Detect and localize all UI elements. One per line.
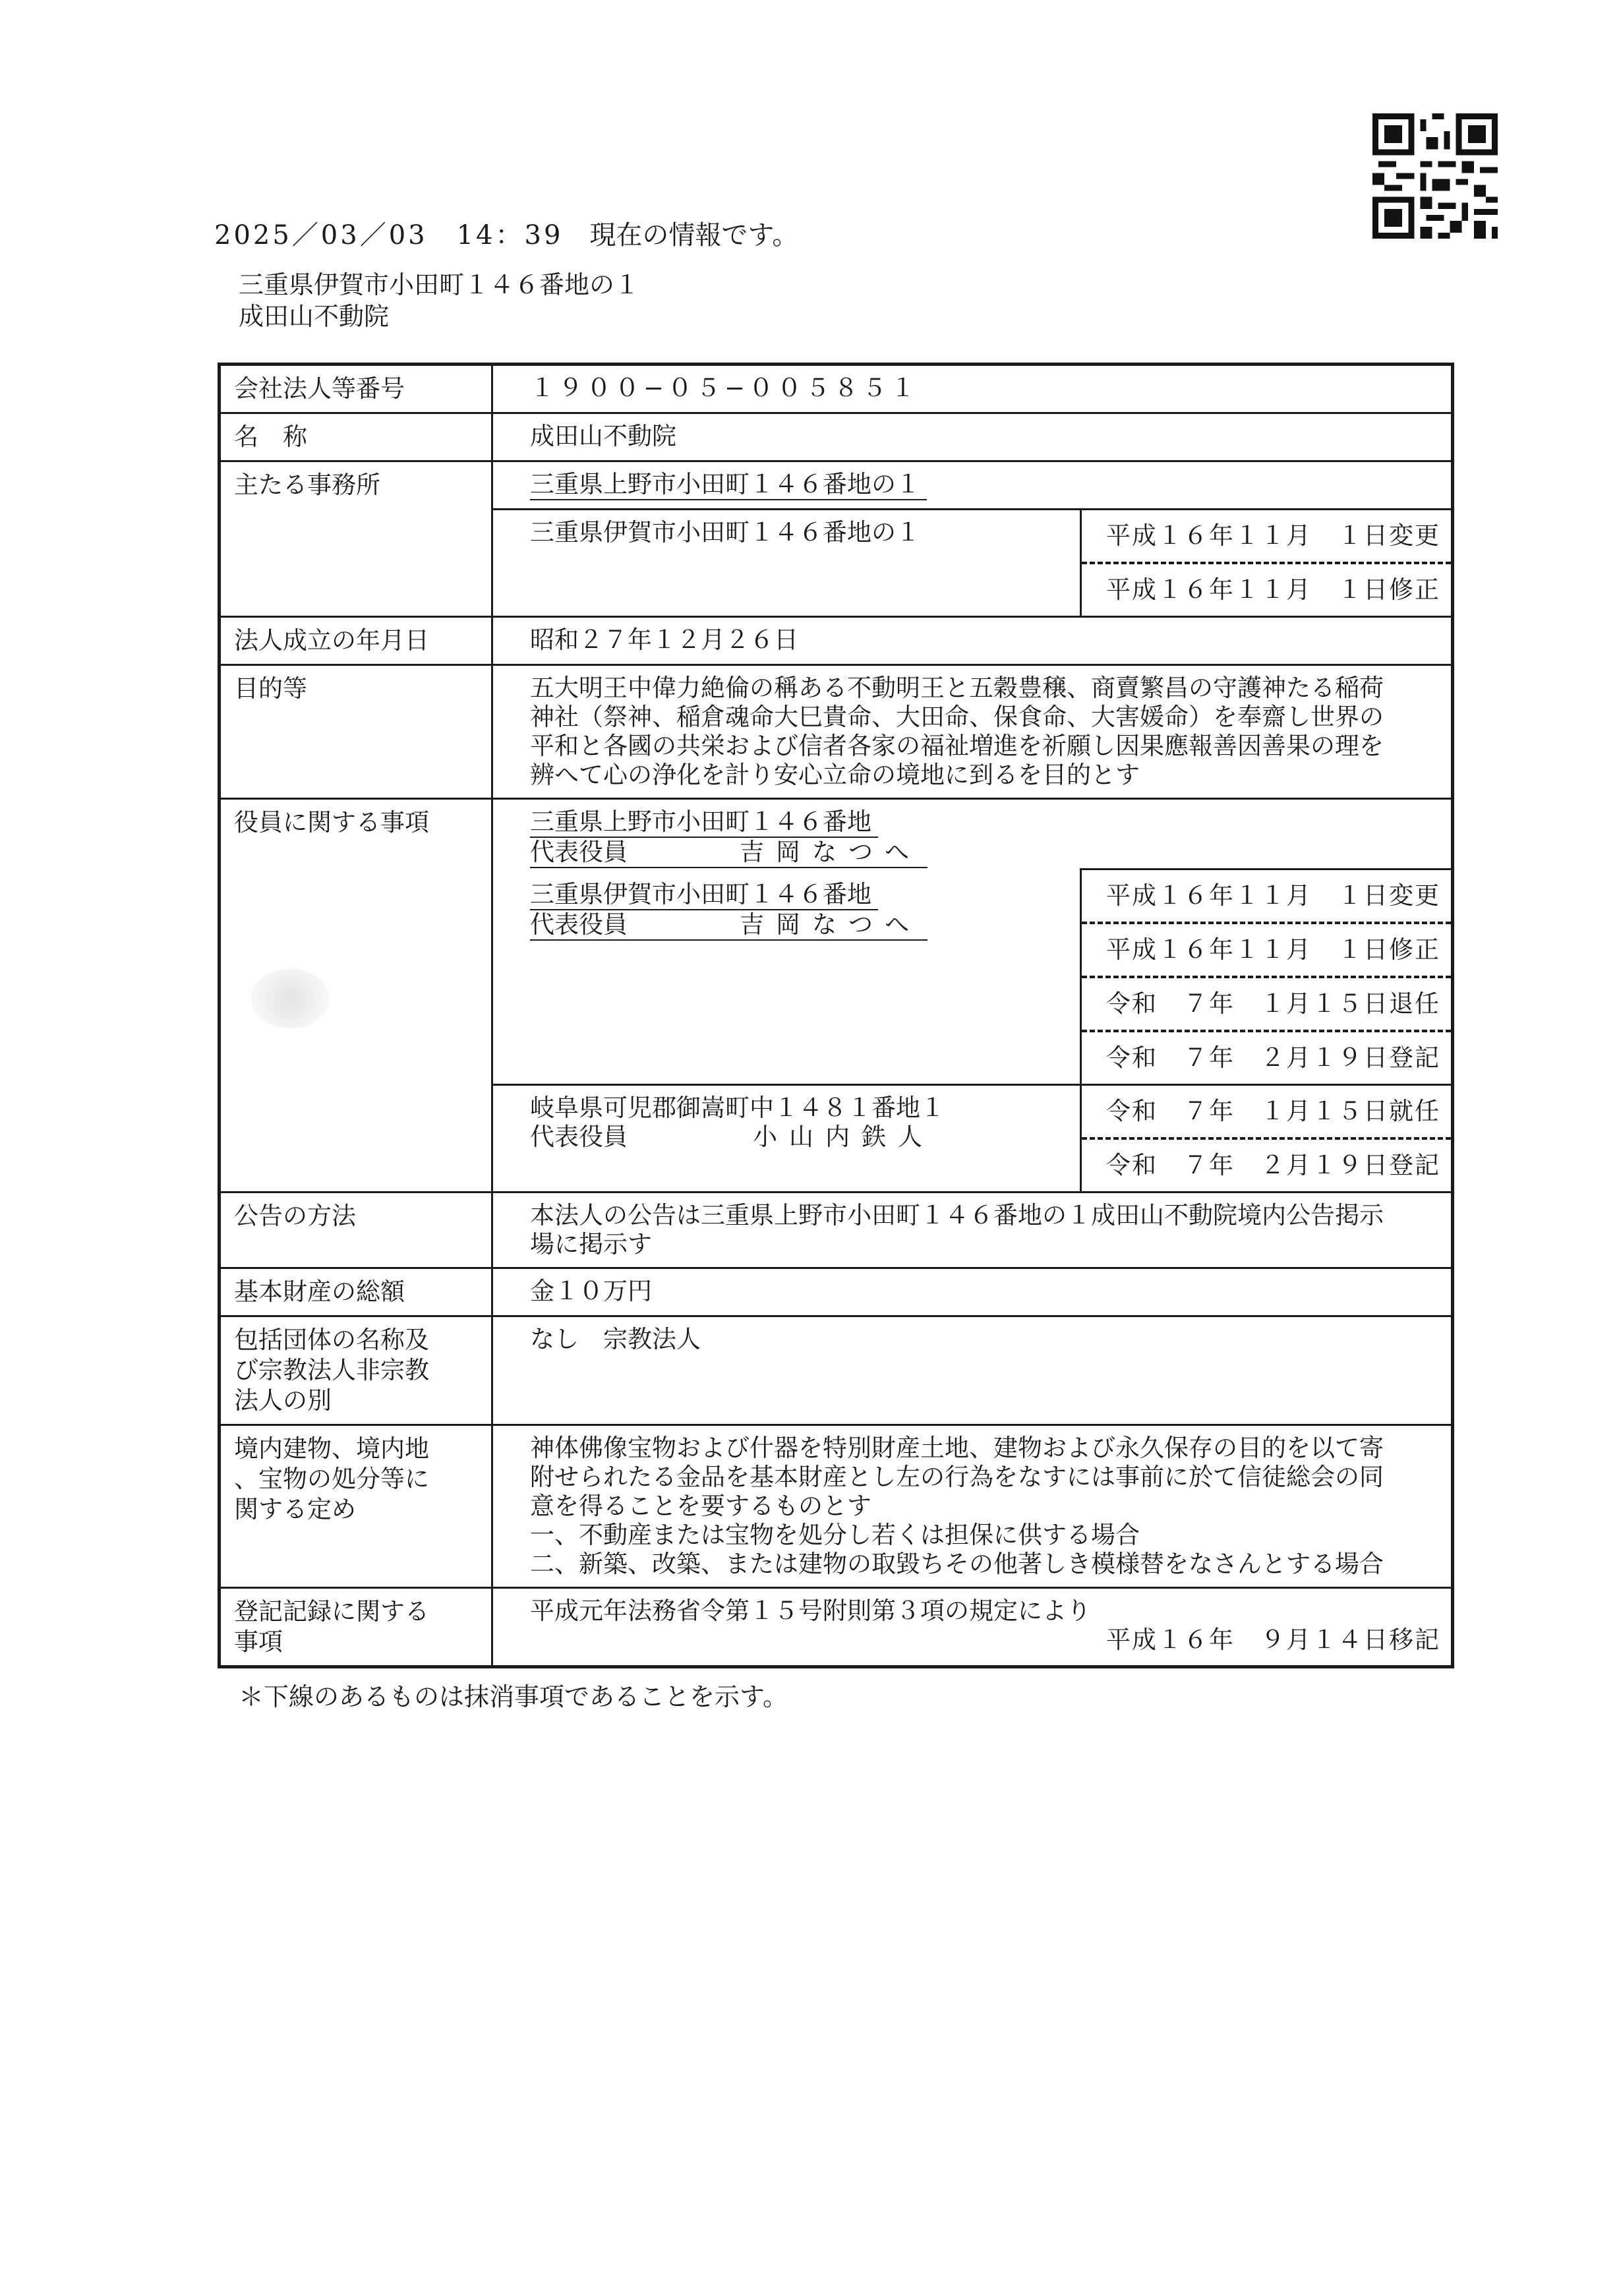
address-block <box>239 269 639 332</box>
row-purpose <box>220 665 1453 799</box>
office-note-2: 平成１６年１１月 １日修正 <box>1082 562 1451 616</box>
row-assets <box>220 1268 1453 1316</box>
label-notice: 公告の方法 <box>220 1192 492 1268</box>
registry-date: 平成１６年 ９月１４日移記 <box>1106 1626 1440 1654</box>
value-property <box>493 1426 1451 1587</box>
officer2-notes <box>1080 868 1451 1084</box>
label-officers: 役員に関する事項 <box>220 799 492 1192</box>
registry-label-line: 登記記録に関する <box>234 1597 429 1626</box>
datetime: 2025／03／03 14：39 <box>214 220 564 250</box>
office-current: 三重県伊賀市小田町１４６番地の１ <box>530 518 920 546</box>
value-founded: 昭和２７年１２月２６日 <box>530 626 798 654</box>
row-officers <box>220 799 1453 1192</box>
registration-table <box>218 363 1454 1668</box>
officer2-note-1: 平成１６年１１月 １日変更 <box>1106 881 1440 910</box>
purpose-line: 神社（祭神、稲倉魂命大巳貴命、大田命、保食命、大害媛命）を奉齋し世界の <box>530 703 1384 731</box>
officer1-role: 代表役員 <box>530 838 628 866</box>
row-number <box>220 365 1453 413</box>
row-parent <box>220 1316 1453 1425</box>
notice-line: 本法人の公告は三重県上野市小田町１４６番地の１成田山不動院境内公告掲示 <box>530 1201 1384 1229</box>
value-name: 成田山不動院 <box>530 422 676 450</box>
property-line: 神体佛像宝物および什器を特別財産土地、建物および永久保存の目的を以て寄 <box>530 1434 1384 1462</box>
value-registry <box>493 1589 1451 1663</box>
registry-label-line: 事項 <box>234 1628 283 1656</box>
value-number: １９００−０５−００５８５１ <box>530 374 920 402</box>
officer2-address: 三重県伊賀市小田町１４６番地 <box>530 880 878 910</box>
label-property <box>220 1425 492 1588</box>
label-purpose: 目的等 <box>220 665 492 799</box>
purpose-line: 五大明王中偉力絶倫の稱ある不動明王と五穀豊穣、商賣繁昌の守護神たる稲荷 <box>530 674 1384 702</box>
officer2-person: 吉岡なつへ <box>740 910 921 939</box>
label-assets: 基本財産の総額 <box>220 1268 492 1316</box>
purpose-line: 平和と各國の共栄および信者各家の福祉増進を祈願し因果應報善因善果の理を <box>530 732 1384 760</box>
row-registry <box>220 1588 1453 1667</box>
property-line: 意を得ることを要するものとす <box>530 1492 871 1520</box>
officer3-person: 小山内鉄人 <box>753 1123 934 1151</box>
officer2-note-4: 令和 ７年 ２月１９日登記 <box>1082 1030 1451 1084</box>
officer2-note-2: 平成１６年１１月 １日修正 <box>1082 922 1451 976</box>
row-office <box>220 461 1453 617</box>
office-note-1: 平成１６年１１月 １日変更 <box>1106 521 1440 550</box>
row-name <box>220 413 1453 461</box>
label-number: 会社法人等番号 <box>220 365 492 413</box>
document-header <box>214 214 798 252</box>
row-notice <box>220 1192 1453 1268</box>
value-notice <box>493 1193 1451 1267</box>
officer3-notes <box>1080 1086 1451 1191</box>
officer3-note-1: 令和 ７年 １月１５日就任 <box>1106 1097 1440 1125</box>
header-address: 三重県伊賀市小田町１４６番地の１ <box>239 270 640 299</box>
parent-label-line: 法人の別 <box>234 1386 332 1415</box>
label-name: 名 称 <box>220 413 492 461</box>
property-label-line: 境内建物、境内地 <box>234 1434 429 1463</box>
officer3-note-2: 令和 ７年 ２月１９日登記 <box>1082 1137 1451 1191</box>
officer2-note-3: 令和 ７年 １月１５日退任 <box>1082 976 1451 1030</box>
qr-code-icon <box>1372 113 1498 239</box>
value-parent: なし 宗教法人 <box>530 1325 701 1353</box>
office-old: 三重県上野市小田町１４６番地の１ <box>530 470 927 500</box>
property-line: 一、不動産または宝物を処分し若くは担保に供する場合 <box>530 1521 1140 1549</box>
registry-value: 平成元年法務省令第１５号附則第３項の規定により <box>530 1597 1091 1625</box>
notice-line: 場に掲示す <box>530 1230 652 1258</box>
property-label-line: 関する定め <box>234 1495 356 1523</box>
property-line: 二、新築、改築、または建物の取毀ちその他著しき模様替をなさんとする場合 <box>530 1550 1384 1578</box>
label-parent <box>220 1316 492 1425</box>
label-founded: 法人成立の年月日 <box>220 617 492 665</box>
officer3-address: 岐阜県可児郡御嵩町中１４８１番地１ <box>530 1094 945 1122</box>
row-property <box>220 1425 1453 1588</box>
parent-label-line: び宗教法人非宗教 <box>234 1356 429 1384</box>
officer1-address: 三重県上野市小田町１４６番地 <box>530 808 878 838</box>
officer2-role: 代表役員 <box>530 910 628 939</box>
property-label-line: 、宝物の処分等に <box>234 1465 429 1493</box>
header-note: 現在の情報です。 <box>589 220 799 250</box>
header-name: 成田山不動院 <box>239 302 390 331</box>
purpose-line: 辨へて心の浄化を計り安心立命の境地に到るを目的とす <box>530 761 1140 789</box>
parent-label-line: 包括団体の名称及 <box>234 1326 429 1354</box>
officer1-person: 吉岡なつへ <box>740 838 921 866</box>
label-office: 主たる事務所 <box>220 461 492 617</box>
value-purpose <box>493 666 1451 798</box>
footnote: ＊下線のあるものは抹消事項であることを示す。 <box>239 1682 788 1711</box>
row-founded <box>220 617 1453 665</box>
property-line: 附せられたる金品を基本財産とし左の行為をなすには事前に於て信徒総会の同 <box>530 1463 1384 1491</box>
label-registry <box>220 1588 492 1667</box>
office-notes <box>1080 510 1451 616</box>
officer3-role: 代表役員 <box>530 1123 628 1151</box>
value-assets: 金１０万円 <box>530 1277 652 1305</box>
